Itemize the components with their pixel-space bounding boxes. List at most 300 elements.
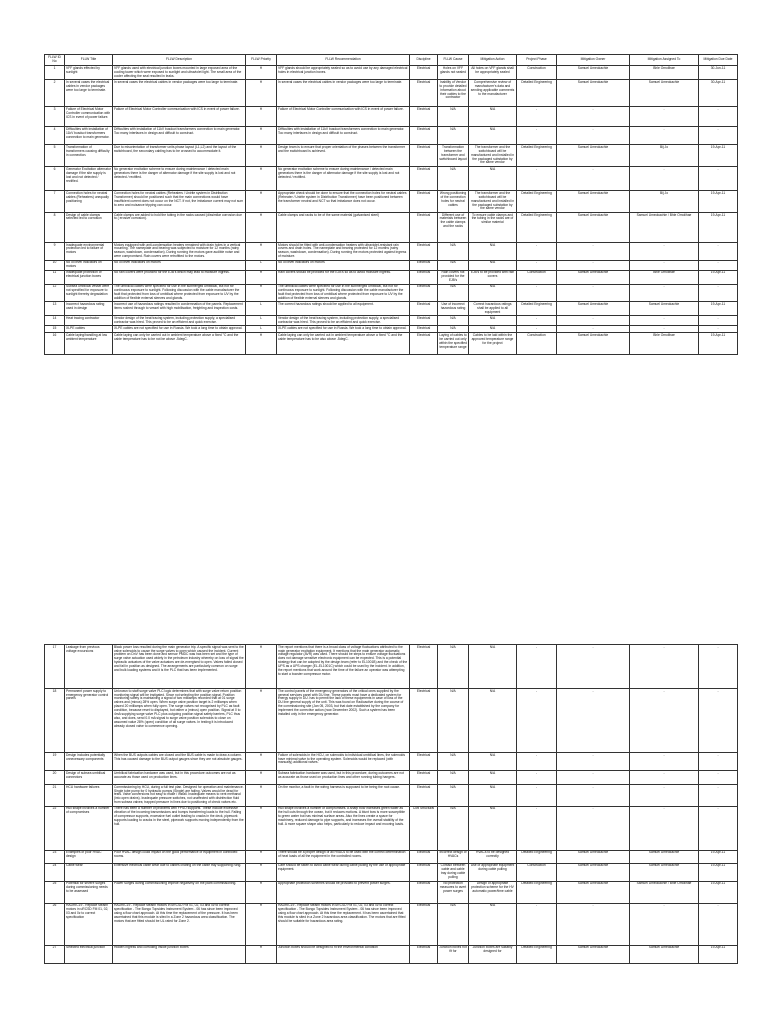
header-id: FLLW ID No — [45, 55, 65, 66]
cell-cause: N/A — [438, 903, 469, 945]
cell-assigned-to: Samuel Umeokachie / Bhle Omolihae — [630, 881, 699, 903]
cell-due-date: - — [699, 645, 738, 689]
cell-recommendation: Difficulties with installation of 11kV busduct transformers connection to main generator. Too many interfaces in design and difficult to construct. — [277, 127, 410, 145]
cell-title: Design includes potentially unnecessary components — [65, 753, 113, 771]
cell-project-phase: - — [517, 127, 557, 145]
cell-mitigation-owner: - — [557, 127, 630, 145]
cell-cause: Use of incorrect hazardous rating — [438, 302, 469, 316]
cell-assigned-to: - — [630, 127, 699, 145]
header-recommendation: FLLW Recommendation — [277, 55, 410, 66]
cell-due-date: - — [699, 127, 738, 145]
cell-project-phase: - — [517, 284, 557, 302]
cell-project-phase: - — [517, 903, 557, 945]
cell-mitigation-action: N/A — [469, 771, 517, 785]
cell-description: Extensive electrical cable wear due to cables chafing on the cable tray supporting rung. — [113, 863, 246, 881]
cell-id: 22 — [45, 806, 65, 850]
cell-discipline: Electrical — [410, 145, 438, 167]
cell-mitigation-owner: - — [557, 242, 630, 260]
cell-cause: N/A — [438, 127, 469, 145]
table-row — [45, 850, 738, 863]
header-mitigation-action: Mitigation Action — [469, 55, 517, 66]
table-row — [45, 66, 738, 80]
cell-project-phase: Detailed Engineering — [517, 191, 557, 213]
cell-assigned-to: Bhle Omolihae — [630, 270, 699, 284]
cell-discipline: Electrical — [410, 212, 438, 242]
cell-title: Hull shape involves a number of compromises — [65, 806, 113, 850]
cell-due-date: 19-Apr-11 — [699, 145, 738, 167]
header-project-phase: Project Phase — [517, 55, 557, 66]
cell-title: Failure of Electrical Motor Controller communication with ICS in event of power failure. — [65, 107, 113, 127]
cell-priority: H — [246, 80, 277, 107]
cell-project-phase: Detailed Engineering — [517, 212, 557, 242]
cell-assigned-to: Samuel Umeokachie — [630, 863, 699, 881]
cell-recommendation: Failure of solenoids in the HCU, on solenoids to individual umbilical lines, the solenoids have minimal valve to the operating system. Solenoids would be replaced (with manually) additional valves. — [277, 753, 410, 771]
cell-priority: H — [246, 863, 277, 881]
cell-recommendation: HADRIC19 - Replace stealth motors in uRCSD FM 01, 02, 03 and 0z to correct specification - The Bongo Topsides Instrument System - 06 has since been improved using a flow chart approach. At this time the replacement. It has been ascertained that this module is sited in a Zone 2 hazardous area classification. The motors that are fitted should be suitable for hazardous area rating. — [277, 903, 410, 945]
table-row — [45, 242, 738, 260]
cell-assigned-to: Bhle Omolihae — [630, 66, 699, 80]
table-row — [45, 753, 738, 771]
cell-mitigation-owner: Samuel Umeokachie — [557, 302, 630, 316]
cell-description: Hidden ingress and corroding inside junction boxes — [113, 945, 246, 963]
table-row — [45, 881, 738, 903]
cell-project-phase: - — [517, 645, 557, 689]
cell-due-date: 30-Apr-11 — [699, 80, 738, 107]
cell-title: Heat tracing contractor — [65, 316, 113, 326]
cell-project-phase: - — [517, 806, 557, 850]
cell-project-phase: Detailed Engineering — [517, 302, 557, 316]
cell-title: Leakage from previous voltage excursions — [65, 645, 113, 689]
cell-description: XLPE cables are not specified for use in Russia. We took a long time to obtain approval. — [113, 326, 246, 333]
cell-discipline: Electrical — [410, 863, 438, 881]
cell-priority: H — [246, 191, 277, 213]
cell-description: There has been a number of problems with FPSO supports. These include excessive vibration of the incoming transmissions and bumps transferring loads to the hull. Failing of compressor supports, excessive fuel outlet leading to cracks in the deck, pipework supports loading to cracks in the steel, pipework supports moving independently from the hull. — [113, 806, 246, 850]
table-row — [45, 284, 738, 302]
cell-mitigation-action: N/A — [469, 167, 517, 191]
cell-project-phase: - — [517, 689, 557, 753]
cell-priority: H — [246, 903, 277, 945]
cell-priority: H — [246, 945, 277, 963]
cell-discipline: Electrical — [410, 771, 438, 785]
cell-recommendation: VFF glands should be appropriately sealed so as to avoid use by any damaged electrical holes in electrical junction boxes. — [277, 66, 410, 80]
cell-mitigation-action: The transformer and the switchboard will be manufactured and installed in the packaged substation by the same vendor — [469, 145, 517, 167]
table-row — [45, 645, 738, 689]
cell-recommendation: XLPE cables are not specified for use in Russia. We took a long time to obtain approval. — [277, 326, 410, 333]
cell-cause: N/A — [438, 260, 469, 270]
cell-assigned-to: - — [630, 645, 699, 689]
table-row — [45, 80, 738, 107]
table-row — [45, 903, 738, 945]
cell-discipline: Electrical — [410, 316, 438, 326]
cell-mitigation-owner: - — [557, 316, 630, 326]
cell-recommendation: The control panels of the emergency generators of the critical ones supplied by the general services panel with DU line. These panels must have a dedicated system for energy supply in DU. has to permit the lack of these equipments in case of loss of the DU line general supply of the unit. This was found on Radioactive during the course of the commissioning site (Jan 05, 2003, but that date established by the company for implement the corrective action (now December 2002). Such a system has been installed only in the emergency generator. — [277, 689, 410, 753]
cell-assigned-to: - — [630, 806, 699, 850]
cell-priority: H — [246, 107, 277, 127]
cell-recommendation: The report mentions that there is a broad class of voltage fluctuations attributed to the main generator excitation equipment. It mentions that the main generator automatic voltage regulator (AVR) was used. There should be steps to ensure voltage fluctuations does not damage sensitive electronic equipment can be expected. This is a potential strategy that can be adopted by the design team (refer to EL1001B) and the check of the UPS as a UPS charger (EL-EL1001C) which could be used by the incident. In addition, the report mentions that work around the time of the failure an operator was attempting to start a booster compressor motor. — [277, 645, 410, 689]
cell-assigned-to: Bhle Omolihae — [630, 333, 699, 355]
cell-cause: Laying of cables to be carried out only within the specified temperature range — [438, 333, 469, 355]
header-description: FLLW Description — [113, 55, 246, 66]
cell-description: Motors equipped with anti-condensation heaters remained with drain holes in a vertical mounting. The nameplate and bearing was subjected to moisture for 12 months (rainy season, washdown, condensation). During running the motors gave audible noise and were compromised. Rain covers were retrofitted to the motors. — [113, 242, 246, 260]
cell-cause: Different use of materials between the cable clamps and the racks — [438, 212, 469, 242]
cell-id: 2 — [45, 80, 65, 107]
table-row — [45, 107, 738, 127]
cell-assigned-to: Samuel Umeokachie / Bhle Omolihae — [630, 212, 699, 242]
cell-id: 16 — [45, 333, 65, 355]
cell-id: 8 — [45, 212, 65, 242]
table-row — [45, 326, 738, 333]
cell-priority: H — [246, 689, 277, 753]
cell-id: 9 — [45, 242, 65, 260]
cell-priority: H — [246, 212, 277, 242]
cell-discipline: Electrical — [410, 260, 438, 270]
cell-cause: N/A — [438, 689, 469, 753]
cell-mitigation-action: N/A — [469, 260, 517, 270]
cell-cause: Transformation between the transformer and switchboard layout — [438, 145, 469, 167]
cell-cause: Rain covers not provided for the EJB's — [438, 270, 469, 284]
cell-mitigation-action: N/A — [469, 753, 517, 771]
cell-priority: H — [246, 284, 277, 302]
cell-recommendation: No oil level indicators on motors — [277, 260, 410, 270]
cell-mitigation-action: Junction boxes are suitably designed for — [469, 945, 517, 963]
cell-discipline: Electrical — [410, 850, 438, 863]
cell-recommendation: Subsea fabrication hardware was used, but in this procedure, during outcomes are not as accurate as those used on production lines and other running tubing hangers. — [277, 771, 410, 785]
cell-mitigation-action: N/A — [469, 903, 517, 945]
cell-assigned-to: - — [630, 785, 699, 807]
cell-discipline: Electrical — [410, 333, 438, 355]
cell-due-date: - — [699, 242, 738, 260]
cell-mitigation-action: Cables to be laid within the approved temperature range for the project — [469, 333, 517, 355]
lessons-learned-table-page-1 — [44, 54, 738, 355]
cell-mitigation-action: Comprehensive review of manufacturer's data and sending applicable comments to the manufacturer — [469, 80, 517, 107]
cell-recommendation: Cable clamps and racks to be of the same material (galvanised steel) — [277, 212, 410, 242]
table-row — [45, 302, 738, 316]
cell-mitigation-owner: - — [557, 771, 630, 785]
cell-description: Incorrect use of hazardous ratings resulted in condemnation of the panels. Replacement items rushed through to vessel with high mobilisation, freighting and inspection costs. — [113, 302, 246, 316]
cell-discipline: Electrical — [410, 66, 438, 80]
cell-id: 13 — [45, 302, 65, 316]
cell-due-date: - — [699, 107, 738, 127]
cell-title: Difficulties with installation of 11kV busduct transformers connection to main generator. — [65, 127, 113, 145]
cell-id: 4 — [45, 127, 65, 145]
cell-recommendation: Cable laying can only be carried out in ambient temperature above a fixed °C and the cable temperature has to be also above -5degC. — [277, 333, 410, 355]
header-title: FLLW Title — [65, 55, 113, 66]
cell-priority: H — [246, 242, 277, 260]
cell-mitigation-owner: - — [557, 689, 630, 753]
cell-mitigation-owner: Samuel Umeokachie — [557, 270, 630, 284]
cell-priority: H — [246, 806, 277, 850]
cell-title: Selected electrical junction — [65, 945, 113, 963]
cell-mitigation-owner: Samuel Umeokachie — [557, 66, 630, 80]
cell-title: Incorrect hazardous rating used in design — [65, 302, 113, 316]
cell-cause: Contact between cable and cable tray during cable pulling — [438, 863, 469, 881]
cell-cause: N/A — [438, 284, 469, 302]
cell-discipline: Civil Structural — [410, 806, 438, 850]
cell-title: No oil level indicators on motors — [65, 260, 113, 270]
cell-mitigation-owner: Samuel Umeokachie — [557, 145, 630, 167]
cell-assigned-to: Samuel Umeokachie — [630, 302, 699, 316]
cell-priority: H — [246, 645, 277, 689]
cell-id: 1 — [45, 66, 65, 80]
cell-title: In several cases the electrical cables in vendor packages were too large to terminate. — [65, 80, 113, 107]
cell-mitigation-action: N/A — [469, 806, 517, 850]
header-discipline: Discipline — [410, 55, 438, 66]
cell-priority: H — [246, 881, 277, 903]
cell-due-date: 19-Apr-11 — [699, 881, 738, 903]
table-row — [45, 145, 738, 167]
cell-assigned-to: - — [630, 903, 699, 945]
header-mitigation-owner: Mitigation Owner — [557, 55, 630, 66]
table-row — [45, 806, 738, 850]
cell-discipline: Electrical — [410, 753, 438, 771]
cell-discipline: Electrical — [410, 127, 438, 145]
cell-title: Inadequate protection of electrical junction boxes — [65, 270, 113, 284]
cell-title: Potential for severe surges during commissioning needs to be assessed — [65, 881, 113, 903]
cell-recommendation: In several cases the electrical cables in vendor packages were too large to terminate. — [277, 80, 410, 107]
cell-mitigation-owner: - — [557, 785, 630, 807]
cell-project-phase: - — [517, 753, 557, 771]
cell-due-date: - — [699, 785, 738, 807]
cell-mitigation-action: N/A — [469, 242, 517, 260]
cell-cause: Holes on VFF glands not sealed — [438, 66, 469, 80]
table-row — [45, 785, 738, 807]
cell-discipline: Electrical — [410, 284, 438, 302]
cell-recommendation: Appropriate protection schemes should be provided to prevent power surges. — [277, 881, 410, 903]
cell-mitigation-owner: Samuel Umeokachie — [557, 881, 630, 903]
cell-description: The umbilical cables were specified for use in the submerged umbilical, but not for continuous exposure to sunlight. Following discussion with the cable manufacturer the fault that protected from loss of umbilical where protected from exposure to UV by the addition of flexible external sleeves and glands. — [113, 284, 246, 302]
cell-priority: H — [246, 167, 277, 191]
cell-due-date: - — [699, 689, 738, 753]
cell-mitigation-action: HVACs to be designed correctly — [469, 850, 517, 863]
cell-cause: N/A — [438, 771, 469, 785]
cell-due-date: 19-Apr-11 — [699, 333, 738, 355]
cell-project-phase: Construction — [517, 863, 557, 881]
cell-project-phase: - — [517, 326, 557, 333]
cell-recommendation: Motors should be fitted with anti-condensation heaters with ultraviolet-resistant rain covers and drain holes. The nameplate and bearing protected for 12 months (rainy season, washdown, condensation). During running the motors protected against ingress of moisture. — [277, 242, 410, 260]
table-row — [45, 316, 738, 326]
cell-mitigation-owner: - — [557, 107, 630, 127]
cell-id: 25 — [45, 881, 65, 903]
cell-cause: Junction boxes not fit for — [438, 945, 469, 963]
cell-project-phase: Construction — [517, 66, 557, 80]
table-row — [45, 212, 738, 242]
cell-mitigation-action: N/A — [469, 326, 517, 333]
table-row — [45, 127, 738, 145]
cell-project-phase: Detailed Engineering — [517, 80, 557, 107]
table-row — [45, 333, 738, 355]
cell-recommendation: There should be a proper design of all HVACs to be used with the correct determination of heat loads of all the equipment in the controlled rooms. — [277, 850, 410, 863]
cell-description: Umbilical fabrication hardware was used, but in this procedure outcomes are not as accurate as those used on production lines. — [113, 771, 246, 785]
cell-title: Examples of poor HVAC design — [65, 850, 113, 863]
cell-due-date: 19-Apr-11 — [699, 212, 738, 242]
cell-id: 3 — [45, 107, 65, 127]
cell-due-date: - — [699, 753, 738, 771]
cell-mitigation-action: All holes on VFF glands shall be appropriately sealed — [469, 66, 517, 80]
cell-discipline: Electrical — [410, 326, 438, 333]
cell-assigned-to: - — [630, 753, 699, 771]
cell-description: No oil level indicators on motors — [113, 260, 246, 270]
cell-title: Transformation of transformers causing difficulty in connection. — [65, 145, 113, 167]
cell-priority: L — [246, 326, 277, 333]
cell-due-date: 19-Apr-11 — [699, 270, 738, 284]
cell-priority: H — [246, 785, 277, 807]
cell-assigned-to: - — [630, 771, 699, 785]
cell-priority: H — [246, 850, 277, 863]
cell-mitigation-action: N/A — [469, 107, 517, 127]
cell-recommendation: Junction boxes should be designed to fit the environmental condition — [277, 945, 410, 963]
cell-assigned-to: - — [630, 242, 699, 260]
cell-assigned-to: Samuel Umeokachie — [630, 80, 699, 107]
cell-description: VFF glands used with electrical junction boxes mounted in large exposed area of the cooling tower which were exposed to sunlight and ultraviolet light. The small area of the cooler affecting the seal resulted in leaks. — [113, 66, 246, 80]
cell-due-date: - — [699, 771, 738, 785]
cell-description: Unknown to staff surge valve PLC logic determines that with surge valve return position monitoring signal will be instigated. Since not selecting the position signal. Position monitoring safety is maintaining a signal of two milliamps recorded that at 01 surge valves and (minus) 28% open. When surge valve position target is 2 milliamps when placed 20 milliamps when fully open. The surge valves not recognised by PLC as fault condition, because reset to displayed, but rather a (minus) open position. Signal at 0 to 4mA supplying surge valve PLC plus outgoing position signal safety barriers, PLC thus also, and does, send 0.0 mA signal to surge valve position solenoids to close on assumed value 28% (open) condition of all surge valves. In testing it is introduced already closed valve to commence opening. — [113, 689, 246, 753]
cell-id: 21 — [45, 785, 65, 807]
cell-cause: N/A — [438, 806, 469, 850]
cell-cause: N/A — [438, 107, 469, 127]
cell-recommendation: No generator excitation scheme to ensure during maintenance / detected main generators there is the danger of alternator damage if the site supply is lost and not detected / rectified. — [277, 167, 410, 191]
cell-title: Inadequate environmental protection led to failure of motors — [65, 242, 113, 260]
cell-title: Connection holes for neutral cables (Reheaters) unequally positioning — [65, 191, 113, 213]
cell-mitigation-action: EJB's to be provided with rain covers — [469, 270, 517, 284]
cell-cause: N/A — [438, 753, 469, 771]
cell-cause: Inability of Vendor to provide detailed information about their cables to the contractor — [438, 80, 469, 107]
cell-project-phase: Detailed Engineering — [517, 850, 557, 863]
cell-id: 11 — [45, 270, 65, 284]
cell-cause: N/A — [438, 645, 469, 689]
cell-title: Design of subsea umbilical connectors — [65, 771, 113, 785]
cell-description: HADRIC19 - Replace stealth motors in uRCSD FM 01, 02, 03 and 0z to correct specification - The Bongo Topsides Instrument System - 06 has since been improved using a flow chart approach. At this time the replacement of the pressure. It has been ascertained that this module is sited in a Zone 2 hazardous area classification. The motors that are fitted should be UL rated for Zone 2. — [113, 903, 246, 945]
cell-project-phase: Construction — [517, 270, 557, 284]
cell-assigned-to: - — [630, 107, 699, 127]
cell-mitigation-action: N/A — [469, 316, 517, 326]
cell-mitigation-owner: Samuel Umeokachie — [557, 191, 630, 213]
cell-recommendation: Vendor design of the heat tracing system, including protection supply, a specialised contractor was hired. This proved to be an efficient and quick exercise. — [277, 316, 410, 326]
cell-mitigation-owner: - — [557, 645, 630, 689]
cell-cause: Incorrect design of HVACs — [438, 850, 469, 863]
cell-due-date: 19-Apr-11 — [699, 850, 738, 863]
cell-title: VFF glands effected by sunlight — [65, 66, 113, 80]
cell-mitigation-owner: - — [557, 167, 630, 191]
cell-mitigation-action: The transformer and the switchboard will be manufactured and installed in the packaged substation by the same vendor — [469, 191, 517, 213]
cell-due-date: 30-Jun-11 — [699, 66, 738, 80]
cell-project-phase: - — [517, 785, 557, 807]
cell-priority: H — [246, 270, 277, 284]
table-row — [45, 945, 738, 963]
cell-due-date: - — [699, 284, 738, 302]
cell-id: 20 — [45, 771, 65, 785]
cell-mitigation-action: N/A — [469, 689, 517, 753]
cell-id: 15 — [45, 326, 65, 333]
cell-id: 7 — [45, 191, 65, 213]
cell-discipline: Electrical — [410, 689, 438, 753]
cell-id: 5 — [45, 145, 65, 167]
cell-assigned-to: - — [630, 284, 699, 302]
cell-description: Difficulties with installation of 11kV busduct transformers connection to main generator. Too many interfaces in design and difficult to construct. — [113, 127, 246, 145]
cell-project-phase: - — [517, 316, 557, 326]
cell-recommendation: Hull shape involves a number of compromises. A sharp bow increases green water as the hull cuts through the ocean, but it reduces motions. A blunt bow is more susceptible to green water but has minimal surface areas. Also the lines create a space for machinery, reduced damage to pipe supports, and increases the overall stability of the hull. A more square shape also helps, particularly to reduce impact and mooring loads. — [277, 806, 410, 850]
table-header-row — [45, 55, 738, 66]
cell-priority: L — [246, 302, 277, 316]
cell-mitigation-owner: Samuel Umeokachie — [557, 945, 630, 963]
cell-title: XLPE cables — [65, 326, 113, 333]
cell-mitigation-owner: Samuel Umeokachie — [557, 212, 630, 242]
cell-assigned-to: - — [630, 689, 699, 753]
cell-cause: N/A — [438, 785, 469, 807]
cell-assigned-to: - — [630, 260, 699, 270]
cell-mitigation-owner: - — [557, 903, 630, 945]
cell-mitigation-owner: Samuel Umeokachie — [557, 863, 630, 881]
cell-cause: N/A — [438, 167, 469, 191]
cell-priority: H — [246, 333, 277, 355]
cell-description: Power surges during commissioning impede negatively on the plant commissioning. — [113, 881, 246, 903]
cell-id: 10 — [45, 260, 65, 270]
cell-discipline: Electrical — [410, 270, 438, 284]
header-priority: FLLW Priority — [246, 55, 277, 66]
cell-discipline: Electrical — [410, 191, 438, 213]
cell-due-date: - — [699, 316, 738, 326]
cell-project-phase: - — [517, 771, 557, 785]
cell-priority: L — [246, 316, 277, 326]
cell-project-phase: Detailed Engineering — [517, 145, 557, 167]
cell-due-date: 19-Apr-11 — [699, 302, 738, 316]
cell-title: Cable wear — [65, 863, 113, 881]
cell-cause: Wrong positioning of the connection holes for neutral cables — [438, 191, 469, 213]
cell-cause: N/A — [438, 326, 469, 333]
cell-due-date: 19-Apr-11 — [699, 945, 738, 963]
cell-assigned-to: - — [630, 316, 699, 326]
cell-project-phase: Construction — [517, 333, 557, 355]
cell-discipline: Electrical — [410, 645, 438, 689]
cell-title: Cable laying/handling at low ambient temperature — [65, 333, 113, 355]
cell-discipline: Electrical — [410, 107, 438, 127]
cell-due-date: - — [699, 903, 738, 945]
cell-assigned-to: - — [630, 167, 699, 191]
cell-description: When the BUS outputs cables are closed and the BUS cable is made to draw a column. This has caused damage to the BUS output gauges since they are not absolute gauges. — [113, 753, 246, 771]
cell-cause: N/A — [438, 242, 469, 260]
cell-description: Due to misorientation of transformer units phase layout (L1,L2) and the layout of the switchboard, the secondary cabling has to be crossed to accommodate it. — [113, 145, 246, 167]
cell-priority: H — [246, 753, 277, 771]
cell-discipline: Electrical — [410, 945, 438, 963]
cell-description: Cable laying can only be carried out in ambient temperature above a fixed °C and the cable temperature has to be not be above -5degC. — [113, 333, 246, 355]
cell-id: 23 — [45, 850, 65, 863]
cell-mitigation-action: Correct hazardous ratings shall be applied to all equipment — [469, 302, 517, 316]
cell-title: HCU hardware failures — [65, 785, 113, 807]
cell-project-phase: - — [517, 167, 557, 191]
cell-mitigation-owner: - — [557, 753, 630, 771]
cell-description: No rain covers were provided for the EJB's which may lead to moisture ingress. — [113, 270, 246, 284]
cell-project-phase: - — [517, 107, 557, 127]
table-row — [45, 689, 738, 753]
table-row — [45, 191, 738, 213]
cell-id: 24 — [45, 863, 65, 881]
cell-assigned-to: Samuel Umeokachie — [630, 945, 699, 963]
lessons-learned-table-page-2 — [44, 644, 738, 964]
cell-discipline: Electrical — [410, 242, 438, 260]
cell-id: 27 — [45, 945, 65, 963]
cell-description: No generator excitation scheme to ensure during maintenance / detected main generators there is the danger of alternator damage if the site supply is lost and not detected / rectified. — [113, 167, 246, 191]
cell-discipline: Electrical — [410, 881, 438, 903]
cell-cause: No protection measures to avert power surges — [438, 881, 469, 903]
cell-assigned-to: Bij Jo — [630, 145, 699, 167]
cell-recommendation: On the monitor, a fault in the wiring harness is supposed to be being the root cause. — [277, 785, 410, 807]
cell-recommendation: Design team is to ensure that proper orientation of the phases between the transformer and the switchboard is achieved. — [277, 145, 410, 167]
cell-discipline: Electrical — [410, 302, 438, 316]
cell-priority: H — [246, 145, 277, 167]
cell-id: 6 — [45, 167, 65, 191]
cell-project-phase: Detailed Engineering — [517, 881, 557, 903]
cell-discipline: Electrical — [410, 903, 438, 945]
table-row — [45, 167, 738, 191]
